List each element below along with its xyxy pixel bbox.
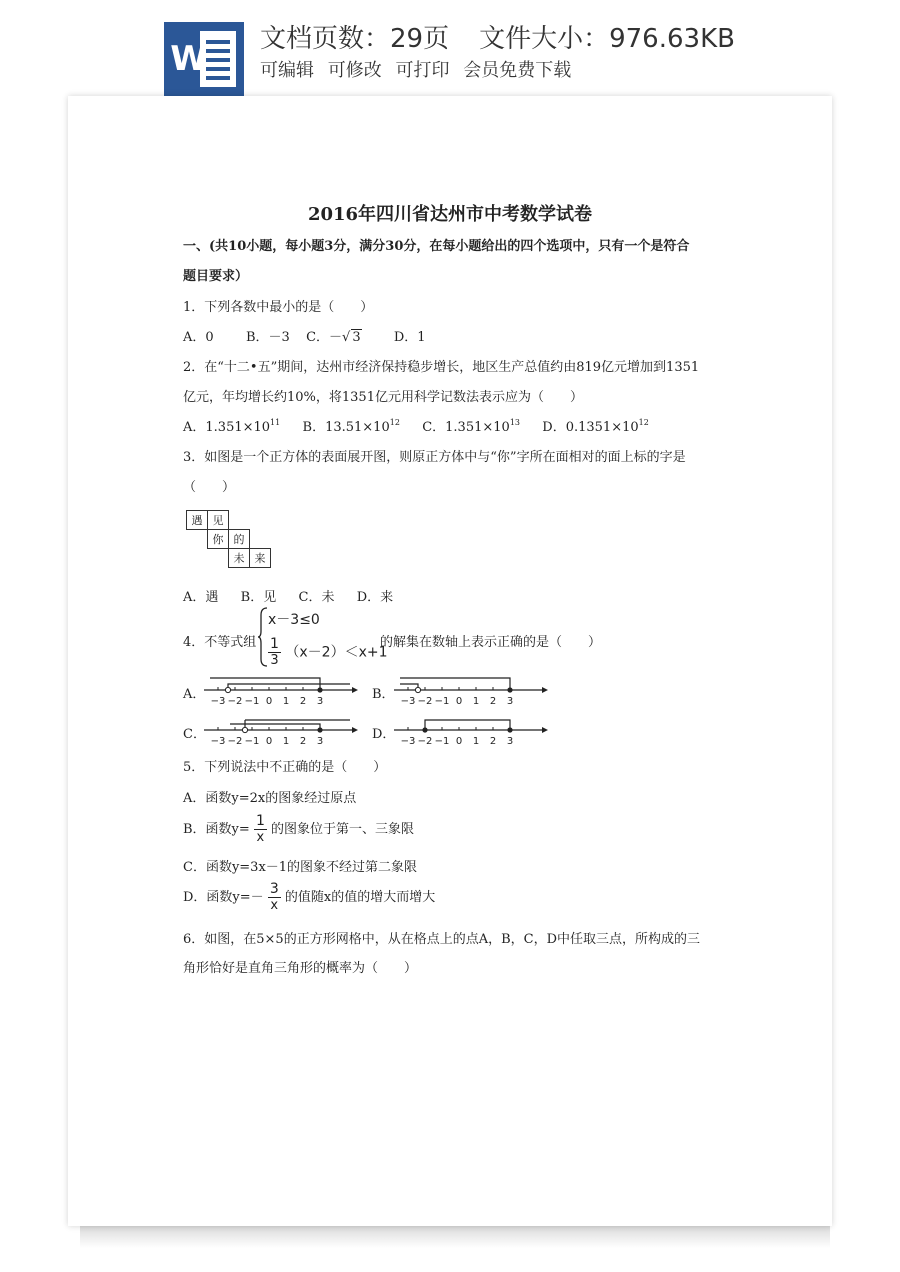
q6-stem-line1: 6．如图，在5×5的正方形网格中，从在格点上的点A，B，C，D中任取三点，所构成的三 (183, 932, 701, 947)
fraction-numerator: 1 (255, 813, 265, 829)
tick-label: −1 (244, 736, 260, 747)
tick-label: 3 (506, 696, 514, 707)
cube-face: 遇 (186, 510, 208, 530)
q5-option-d-fraction (268, 882, 281, 913)
tick-label: 1 (472, 696, 480, 707)
q2-option-d (542, 420, 649, 435)
fraction-denominator: x (256, 830, 265, 845)
tick-label: −1 (434, 696, 450, 707)
q3-option-c: C．未 (298, 590, 335, 605)
q5-option-c: C．函数y=3x－1的图象不经过第二象限 (183, 860, 418, 875)
number-line-a (200, 672, 360, 708)
tick-label: −2 (227, 696, 243, 707)
q3-stem-line2: （ ） (183, 480, 236, 495)
tick-label: 0 (455, 696, 463, 707)
tick-label: −1 (244, 696, 260, 707)
inequality-2 (268, 637, 388, 668)
inequality-1: x－3≤0 (268, 612, 320, 628)
q5-option-d-suffix: 的值随x的值的增大而增大 (284, 890, 436, 905)
q3-option-d: D．来 (356, 590, 394, 605)
q6-stem-line2: 角形恰好是直角三角形的概率为（ ） (183, 961, 418, 976)
q3-option-a: A．遇 (183, 590, 219, 605)
number-line-b (390, 672, 550, 708)
q5-option-d (183, 882, 435, 913)
q2-option-c-exponent: 13 (509, 418, 520, 427)
system-brace (258, 607, 268, 667)
q4-prefix: 4．不等式组 (183, 635, 257, 650)
inequality-2-rest: （x－2）＜x+1 (285, 644, 388, 661)
word-document-icon (164, 22, 244, 96)
tick-label: 2 (299, 736, 307, 747)
q5-option-b (183, 814, 414, 845)
q2-option-a-exponent: 11 (270, 418, 281, 427)
q2-stem-line2: 亿元，年均增长约10%，将1351亿元用科学记数法表示应为（ ） (183, 390, 583, 405)
q2-option-c (422, 420, 520, 435)
tick-label: 3 (316, 696, 324, 707)
q1-options (183, 326, 426, 345)
tick-label: 0 (265, 696, 273, 707)
tick-label: −2 (417, 696, 433, 707)
q2-option-b-base: B．13.51×10 (302, 420, 390, 435)
word-line (206, 67, 230, 71)
q2-stem-line1: 2．在“十二•五”期间，达州市经济保持稳步增长，地区生产总值约由819亿元增加到1351 (183, 360, 700, 375)
inequality-2-fraction (268, 637, 281, 668)
tick-label: −1 (434, 736, 450, 747)
tick-label: −3 (400, 736, 416, 747)
q4-label-a: A． (183, 687, 206, 702)
page-shadow (80, 1226, 830, 1248)
page-count: 文档页数：29页 (260, 24, 450, 54)
exam-title: 2016年四川省达州市中考数学试卷 (307, 204, 593, 225)
q1-stem: 1．下列各数中最小的是（ ） (183, 300, 374, 315)
cube-face: 你 (207, 529, 229, 549)
word-line (206, 76, 230, 80)
cube-face: 的 (228, 529, 250, 549)
tick-label: −3 (210, 696, 226, 707)
sqrt-radicand: 3 (352, 330, 361, 345)
fraction-denominator: x (270, 898, 279, 913)
cube-face: 来 (249, 548, 271, 568)
section-instructions-line2: 题目要求） (183, 269, 249, 284)
word-line (206, 58, 230, 62)
fraction-numerator: 3 (269, 881, 279, 897)
cube-face: 未 (228, 548, 250, 568)
tick-label: −2 (417, 736, 433, 747)
tick-label: −2 (227, 736, 243, 747)
feature-member-download: 会员免费下载 (463, 60, 572, 81)
tick-label: 3 (316, 736, 324, 747)
q2-option-d-exponent: 12 (638, 418, 649, 427)
q5-stem: 5．下列说法中不正确的是（ ） (183, 760, 387, 775)
q3-options (183, 586, 393, 605)
word-line (206, 49, 230, 53)
number-line-svg (390, 712, 550, 748)
feature-list (260, 56, 579, 82)
number-line-c (200, 712, 360, 748)
fraction-numerator: 1 (270, 636, 279, 652)
tick-label: 3 (506, 736, 514, 747)
q1-option-b: B．－3 (245, 330, 290, 345)
q4-label-c: C． (183, 727, 206, 742)
q5-option-d-prefix: D．函数y=－ (183, 890, 264, 905)
tick-label: −3 (400, 696, 416, 707)
tick-label: 2 (489, 696, 497, 707)
fraction-denominator: 3 (270, 653, 279, 668)
q5-option-b-prefix: B．函数y= (183, 822, 250, 837)
q1-option-a: A．0 (183, 330, 214, 345)
q1-option-d: D．1 (393, 330, 426, 345)
q1-option-c: C．－√ 3 (306, 330, 361, 345)
q3-stem-line1: 3．如图是一个正方体的表面展开图，则原正方体中与“你”字所在面相对的面上标的字是 (183, 450, 686, 465)
feature-editable: 可编辑 (260, 60, 314, 81)
feature-printable: 可打印 (395, 60, 450, 81)
q2-option-a (183, 420, 280, 435)
q2-options (183, 416, 649, 435)
tick-label: 0 (455, 736, 463, 747)
tick-label: 1 (282, 736, 290, 747)
q2-option-d-base: D．0.1351×10 (542, 420, 639, 435)
number-line-d (390, 712, 550, 748)
word-logo-letter: W (170, 39, 208, 79)
tick-label: 0 (265, 736, 273, 747)
q4-label-d: D． (372, 727, 396, 742)
feature-modifiable: 可修改 (327, 60, 382, 81)
number-line-svg (390, 672, 550, 708)
q4-suffix: 的解集在数轴上表示正确的是（ ） (380, 635, 602, 650)
q5-option-a: A．函数y=2x的图象经过原点 (183, 791, 357, 806)
q3-option-b: B．见 (240, 590, 277, 605)
q4-label-b: B． (372, 687, 395, 702)
section-instructions-line1: 一、(共10小题，每小题3分，满分30分，在每小题给出的四个选项中，只有一个是符合 (183, 239, 690, 254)
number-line-svg (200, 712, 360, 748)
tick-label: 1 (282, 696, 290, 707)
q5-option-b-suffix: 的图象位于第一、三象限 (271, 822, 415, 837)
q2-option-b (303, 420, 400, 435)
tick-label: 2 (299, 696, 307, 707)
tick-label: 1 (472, 736, 480, 747)
file-info (260, 18, 735, 55)
q2-option-a-base: A．1.351×10 (183, 420, 271, 435)
q5-option-b-fraction (254, 814, 267, 845)
download-banner (0, 0, 900, 96)
q2-option-c-base: C．1.351×10 (422, 420, 510, 435)
word-line (206, 40, 230, 44)
q2-option-b-exponent: 12 (389, 418, 400, 427)
q1-option-c-prefix: C．－ (306, 330, 343, 345)
number-line-svg (200, 672, 360, 708)
tick-label: −3 (210, 736, 226, 747)
cube-face: 见 (207, 510, 229, 530)
tick-label: 2 (489, 736, 497, 747)
file-size: 文件大小：976.63KB (479, 24, 735, 54)
